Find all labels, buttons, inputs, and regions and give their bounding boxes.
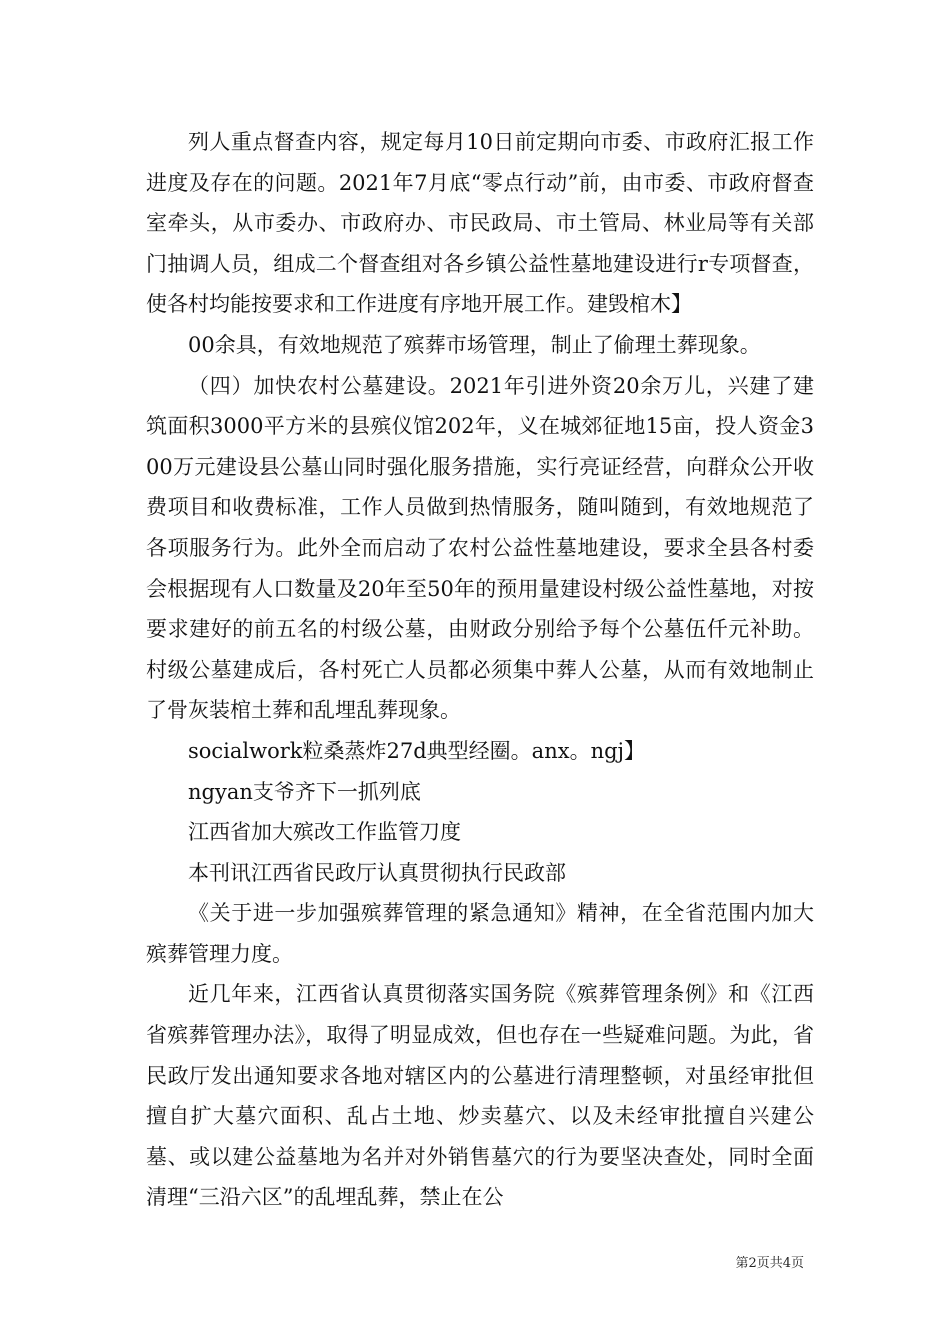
paragraph-1: 列人重点督查内容，规定每月10日前定期向市委、市政府汇报工作进度及存在的问题。2021年7月底“零点行动”前，由市委、市政府督查室牵头，从市委办、市政府办、市民政局、市土管局、林业局等有关部门抽调人员，组成二个督查组对各乡镇公益性墓地建设进行r专项督查，使各村均能按要求和工作进度有序地开展工作。建毁棺木】 xyxy=(146,130,814,317)
paragraph-6: 江西省加大殡改工作监管刀度 xyxy=(188,820,461,845)
paragraph-9: 近几年来，江西省认真贯彻落实国务院《殡葬管理条例》和《江西省殡葬管理办法》，取得了明显成效，但也存在一些疑难问题。为此，省民政厅发出通知要求各地对辖区内的公墓进行清理整顿，对虽经审批但擅自扩大墓穴面积、乱占土地、炒卖墓穴、以及未经审批擅自兴建公墓、或以建公益墓地为名并对外销售墓穴的行为要坚决查处，同时全面清理“三沿六区”的乱埋乱葬，禁止在公 xyxy=(146,982,814,1210)
document-body xyxy=(146,122,814,1218)
paragraph-8: 《关于进一步加强殡葬管理的紧急通知》精神，在全省范围内加大殡葬管理力度。 xyxy=(146,901,814,966)
paragraph-4: socialwork粒桑蒸炸27d典型经圈。anx。ngj】 xyxy=(188,738,646,763)
paragraph-3: （四）加快农村公墓建设。2021年引进外资20余万儿，兴建了建筑面积3000平方米的县殡仪馆202年，义在城郊征地15亩，投人资金300万元建设县公墓山同时强化服务措施，实行亮证经营，向群众公开收费项目和收费标准，工作人员做到热情服务，随叫随到，有效地规范了各项服务行为。此外全而启动了农村公益性墓地建设，要求全县各村委会根据现有人口数量及20年至50年的预用量建设村级公益性墓地，对按要求建好的前五名的村级公墓，由财政分别给予每个公墓伍仟元补助。村级公墓建成后，各村死亡人员都必须集中葬人公墓，从而有效地制止了骨灰装棺土葬和乱埋乱葬现象。 xyxy=(146,373,814,723)
paragraph-5: ngyan支爷齐下一抓列底 xyxy=(188,779,421,804)
paragraph-2: 00余具，有效地规范了殡葬市场管理，制止了偷理土葬现象。 xyxy=(188,332,761,357)
page-number: 第2页共4页 xyxy=(735,1256,804,1271)
paragraph-7: 本刊讯江西省民政厅认真贯彻执行民政部 xyxy=(188,860,566,885)
